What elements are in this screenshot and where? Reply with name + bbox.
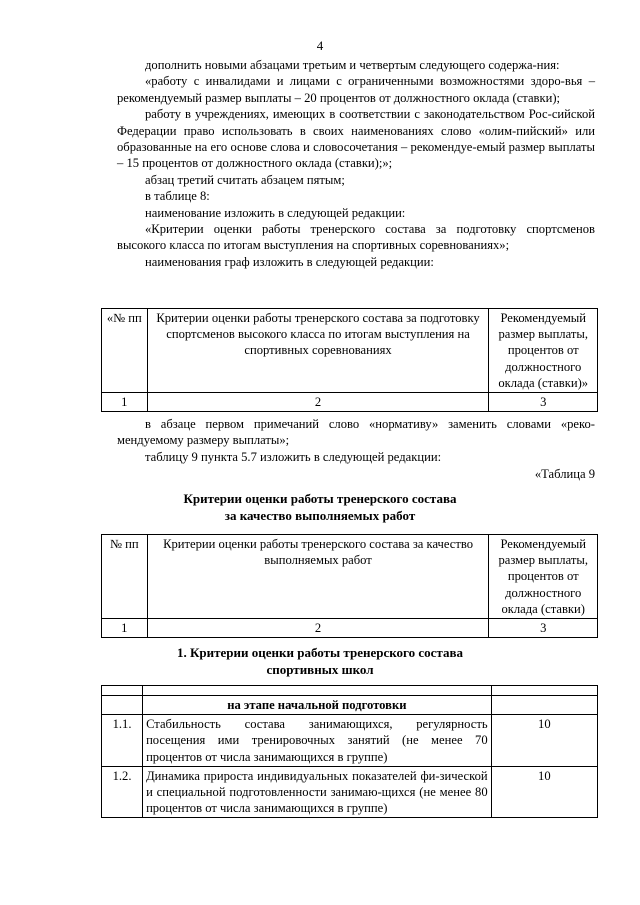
table-row [102,309,598,393]
empty-cell [102,696,143,715]
title-line: 1. Критерии оценки работы тренерского состава [177,645,463,660]
col-criteria-header: Критерии оценки работы тренерского состава за качество выполняемых работ [147,535,489,619]
col-index: 3 [489,393,598,412]
intro-text [117,57,595,270]
table-9-title [0,491,640,524]
paragraph: наименование изложить в следующей редакции: [145,205,406,220]
criterion-value: 10 [491,766,597,818]
paragraph: абзац третий считать абзацем пятым; [145,172,345,187]
paragraph: «Критерии оценки работы тренерского состава за подготовку спортсменов высокого класса по итогам выступления на спортивных соревнованиях»; [117,222,595,253]
paragraph: в таблице 8: [145,189,210,204]
empty-cell [491,696,597,715]
table-row [102,393,598,412]
title-line: Критерии оценки работы тренерского состава [183,491,457,506]
title-line: спортивных школ [266,661,374,677]
criteria-table [101,685,598,818]
col-index: 1 [102,619,148,638]
table-row [102,535,598,619]
section-title [0,645,640,678]
col-number-header: «№ пп [102,309,148,393]
table-row [102,619,598,638]
col-index: 2 [147,619,489,638]
table-reference: «Таблица 9 [534,467,595,481]
table-row [102,686,598,696]
empty-cell [102,686,143,696]
col-index: 2 [147,393,489,412]
col-index: 1 [102,393,148,412]
empty-cell [491,686,597,696]
empty-cell [143,686,492,696]
paragraph: «работу с инвалидами и лицами с ограниченными возможностями здоро-вья – рекомендуемый размер выплаты – 20 процентов от должностного оклада (ставки); [117,74,595,105]
col-criteria-header: Критерии оценки работы тренерского состава за подготовку спортсменов высокого класса по итогам выступления на спортивных соревнованиях [147,309,489,393]
stage-label: на этапе начальной подготовки [143,696,492,715]
paragraph: в абзаце первом примечаний слово «нормативу» заменить словами «реко-мендуемому размеру выплаты»; [117,417,595,448]
title-line: за качество выполняемых работ [224,507,416,523]
col-payment-header: Рекомендуемый размер выплаты, процентов от должностного оклада (ставки)» [489,309,598,393]
criterion-value: 10 [491,715,597,767]
paragraph: дополнить новыми абзацами третьим и четвертым следующего содержа-ния: [145,58,560,72]
paragraph: работу в учреждениях, имеющих в соответствии с законодательством Рос-сийской Федерации право использовать в своих наименованиях слово «олим-пийский» или образованные на его основе слова и словосочетания – рекомендуе-емый размер выплаты – 15 процентов от должностного оклада (ставки);»; [117,107,595,171]
row-number: 1.2. [102,766,143,818]
table-9-headers [101,534,598,638]
notes-text [117,416,595,465]
col-payment-header: Рекомендуемый размер выплаты, процентов от должностного оклада (ставки) [489,535,598,619]
table-row [102,766,598,818]
criterion-text: Стабильность состава занимающихся, регулярность посещения ими тренировочных занятий (не менее 70 процентов от числа занимающихся в группе) [143,715,492,767]
col-index: 3 [489,619,598,638]
table-row [102,696,598,715]
paragraph: таблицу 9 пункта 5.7 изложить в следующей редакции: [145,449,442,464]
row-number: 1.1. [102,715,143,767]
table-8-headers [101,308,598,412]
page-number: 4 [316,38,324,53]
col-number-header: № пп [102,535,148,619]
criterion-text: Динамика прироста индивидуальных показателей фи-зической и специальной подготовленности занимаю-щихся (не менее 80 процентов от числа занимающихся в группе) [143,766,492,818]
paragraph: наименования граф изложить в следующей редакции: [145,254,434,269]
table-row [102,715,598,767]
